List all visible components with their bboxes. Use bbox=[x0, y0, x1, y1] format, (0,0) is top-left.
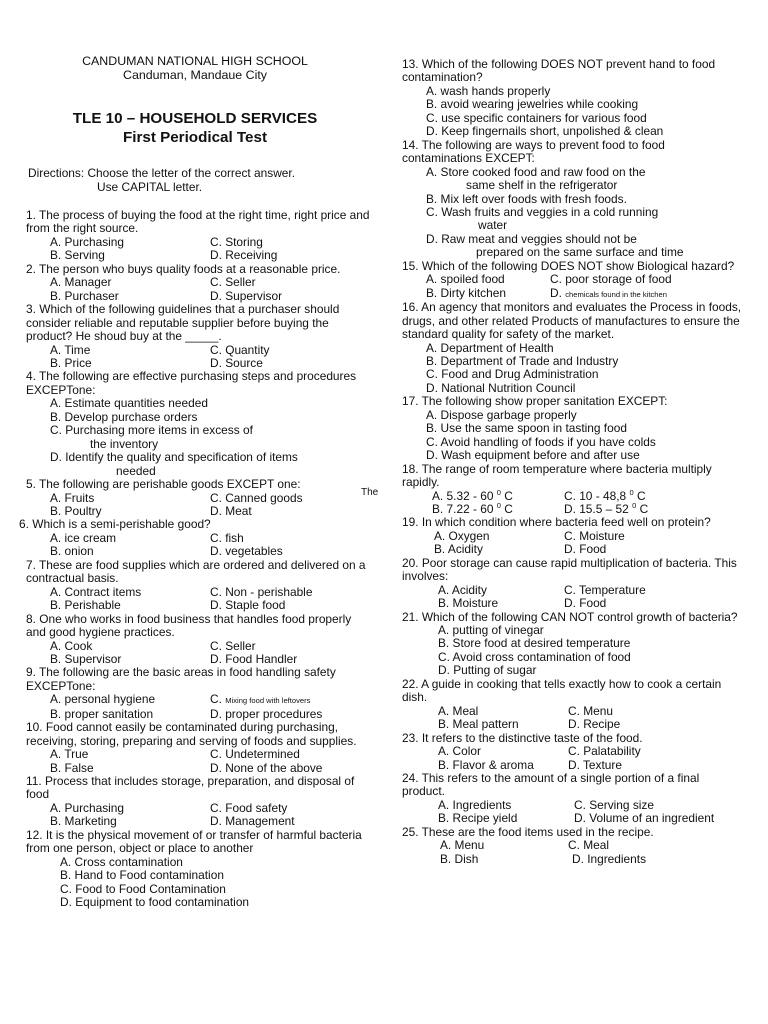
option-b: B. Price bbox=[50, 355, 92, 370]
option-text: C. 10 - 48,8 bbox=[564, 488, 627, 503]
question-13 bbox=[402, 58, 742, 139]
question-1 bbox=[26, 209, 374, 263]
question-12 bbox=[26, 829, 374, 910]
option-row bbox=[402, 853, 742, 866]
option-row bbox=[402, 530, 742, 543]
question-25 bbox=[402, 826, 742, 866]
option-a: A. Ingredients bbox=[438, 797, 512, 812]
option-row bbox=[26, 815, 374, 828]
question-stem: 17. The following show proper sanitation EXCEPT: bbox=[402, 394, 668, 409]
question-21 bbox=[402, 611, 742, 678]
option-b: B. Marketing bbox=[50, 814, 117, 829]
directions-line-2: Use CAPITAL letter. bbox=[97, 180, 203, 194]
question-19 bbox=[402, 516, 742, 556]
option-b: B. Supervisor bbox=[50, 651, 122, 666]
option-text: D. Raw meat and veggies should not be bbox=[426, 231, 637, 246]
option-c: C. Food safety bbox=[210, 800, 288, 815]
option-d: D. Staple food bbox=[210, 598, 286, 613]
option-a: A. Purchasing bbox=[50, 800, 125, 815]
option-d: D. Receiving bbox=[210, 248, 278, 263]
option-text: C. Purchasing more items in excess of bbox=[50, 423, 253, 438]
option-row bbox=[402, 839, 742, 852]
question-3 bbox=[26, 303, 374, 370]
option-text-cont: same shelf in the refrigerator bbox=[466, 178, 618, 193]
option-b: B. Poultry bbox=[50, 503, 102, 518]
question-stem: 19. In which condition where bacteria feed well on protein? bbox=[402, 515, 711, 530]
option-c: C. Seller bbox=[210, 638, 256, 653]
option-row bbox=[26, 492, 374, 505]
option-c: C. fish bbox=[210, 530, 244, 545]
option-c: C. Food to Food Contamination bbox=[60, 881, 226, 896]
question-11 bbox=[26, 775, 374, 829]
option-b: B. Flavor & aroma bbox=[438, 757, 534, 772]
question-5 bbox=[26, 478, 374, 518]
option-d: D. Recipe bbox=[568, 717, 621, 732]
option-letter: C. bbox=[210, 692, 226, 707]
option-text-cont: prepared on the same surface and time bbox=[476, 245, 684, 260]
option-text: chemicals found in the kitchen bbox=[565, 289, 667, 299]
question-22 bbox=[402, 678, 742, 732]
question-18 bbox=[402, 463, 742, 517]
option-row bbox=[26, 505, 374, 518]
option-a: A. Contract items bbox=[50, 584, 142, 599]
option-d bbox=[564, 500, 649, 516]
question-stem: 6. Which is a semi-perishable good? bbox=[19, 517, 211, 532]
option-a: A. Time bbox=[50, 342, 91, 357]
option-c: C. Avoid handling of foods if you have colds bbox=[426, 434, 656, 449]
option-a: A. Dispose garbage properly bbox=[426, 407, 577, 422]
option-text: A. 5.32 - 60 bbox=[432, 488, 494, 503]
option-d: D. Wash equipment before and after use bbox=[426, 448, 640, 463]
option-b: B. Recipe yield bbox=[438, 811, 518, 826]
option-d: D. proper procedures bbox=[210, 706, 323, 721]
option-unit: C bbox=[636, 488, 646, 503]
question-stem: 24. This refers to the amount of a single portion of a final product. bbox=[402, 771, 700, 799]
option-row bbox=[26, 748, 374, 761]
question-9 bbox=[26, 666, 374, 721]
option-d: D. Meat bbox=[210, 503, 252, 518]
option-d: D. Management bbox=[210, 814, 295, 829]
question-stem: 14. The following are ways to prevent food to food contaminations EXCEPT: bbox=[402, 137, 665, 166]
option-a: A. ice cream bbox=[50, 530, 117, 545]
option-d: D. Volume of an ingredient bbox=[574, 811, 715, 826]
option-a: A. Meal bbox=[438, 703, 479, 718]
option-c bbox=[402, 206, 742, 233]
option-letter: D. bbox=[550, 285, 566, 300]
option-b: B. Meal pattern bbox=[438, 717, 519, 732]
option-c: C. Temperature bbox=[564, 582, 646, 597]
question-stem: 18. The range of room temperature where bacteria multiply rapidly. bbox=[402, 461, 712, 490]
option-row bbox=[26, 276, 374, 289]
option-row bbox=[402, 759, 742, 772]
question-stem: 1. The process of buying the food at the right time, right price and from the right source. bbox=[26, 208, 370, 236]
option-c: C. Serving size bbox=[574, 797, 654, 812]
option-a: A. Estimate quantities needed bbox=[50, 396, 208, 411]
option-unit: C bbox=[504, 488, 513, 503]
question-stem: 22. A guide in cooking that tells exactly how to cook a certain dish. bbox=[402, 676, 722, 705]
question-stem: 2. The person who buys quality foods at a reasonable price. bbox=[26, 261, 341, 276]
degree-mark: 0 bbox=[496, 500, 501, 510]
option-c: C. Food and Drug Administration bbox=[426, 367, 599, 382]
option-row bbox=[402, 287, 742, 301]
question-17 bbox=[402, 395, 742, 462]
school-name bbox=[0, 54, 390, 82]
question-stem: 12. It is the physical movement of or transfer of harmful bacteria from one person, object or place to another bbox=[26, 827, 362, 856]
option-a: A. putting of vinegar bbox=[438, 623, 544, 638]
question-8 bbox=[26, 613, 374, 667]
option-row bbox=[26, 762, 374, 775]
option-c: C. Canned goods bbox=[210, 490, 303, 505]
option-text-cont: needed bbox=[116, 463, 156, 478]
option-b: B. Dish bbox=[440, 851, 479, 866]
question-stem: 11. Process that includes storage, preparation, and disposal of food bbox=[26, 774, 355, 802]
question-stem: 13. Which of the following DOES NOT prevent hand to food contamination? bbox=[402, 57, 716, 85]
option-row bbox=[26, 640, 374, 653]
question-stem: 20. Poor storage can cause rapid multiplication of bacteria. This involves: bbox=[402, 555, 737, 584]
degree-mark: 0 bbox=[629, 487, 634, 497]
option-c: C. Storing bbox=[210, 234, 263, 249]
option-row bbox=[402, 705, 742, 718]
option-a: A. Purchasing bbox=[50, 234, 125, 249]
option-row bbox=[26, 708, 374, 721]
option-text: A. Store cooked food and raw food on the bbox=[426, 164, 646, 179]
option-row bbox=[402, 584, 742, 597]
option-row bbox=[26, 290, 374, 303]
option-d: D. Equipment to food contamination bbox=[60, 895, 250, 910]
option-text: D. 15.5 – 52 bbox=[564, 501, 629, 516]
option-text: Mixing food with leftovers bbox=[225, 696, 311, 706]
option-text-cont: water bbox=[478, 218, 508, 233]
option-row bbox=[26, 344, 374, 357]
option-c bbox=[210, 693, 310, 707]
question-4 bbox=[26, 370, 374, 478]
option-text-cont: the inventory bbox=[90, 436, 159, 451]
right-column bbox=[402, 58, 742, 866]
option-b: B. Dirty kitchen bbox=[426, 285, 506, 300]
option-row bbox=[26, 653, 374, 666]
school-address: Canduman, Mandaue City bbox=[123, 68, 267, 82]
question-stem: 9. The following are the basic areas in food handling safety EXCEPTone: bbox=[26, 665, 336, 693]
option-row bbox=[402, 799, 742, 812]
option-b: B. avoid wearing jewelries while cooking bbox=[426, 97, 639, 112]
option-d: D. vegetables bbox=[210, 544, 283, 559]
option-a: A. Acidity bbox=[438, 582, 487, 597]
option-c: C. Meal bbox=[568, 838, 609, 853]
option-a: A. Cross contamination bbox=[60, 854, 183, 869]
option-d: D. Food bbox=[564, 542, 607, 557]
directions-line-1: Directions: Choose the letter of the correct answer. bbox=[28, 166, 296, 180]
question-14 bbox=[402, 139, 742, 260]
option-d: D. Food bbox=[564, 596, 607, 611]
question-23 bbox=[402, 732, 742, 772]
question-7 bbox=[26, 559, 374, 613]
question-stem: 16. An agency that monitors and evaluates the Process in foods, drugs, and other related Products of manufactures to ensure the standard quality for safety of the market. bbox=[402, 300, 742, 342]
option-a: A. Cook bbox=[50, 638, 93, 653]
question-stem: 23. It refers to the distinctive taste of the food. bbox=[402, 730, 643, 745]
option-d: D. None of the above bbox=[210, 760, 323, 775]
option-row bbox=[26, 249, 374, 262]
option-text: D. Identify the quality and specification of items bbox=[50, 450, 298, 465]
option-unit: C bbox=[639, 501, 649, 516]
question-16 bbox=[402, 301, 742, 395]
option-c: C. Non - perishable bbox=[210, 584, 313, 599]
option-a bbox=[402, 166, 742, 193]
option-row bbox=[26, 693, 374, 707]
question-stem: 25. These are the food items used in the recipe. bbox=[402, 824, 654, 839]
option-d: D. Source bbox=[210, 355, 263, 370]
option-d: D. Supervisor bbox=[210, 288, 283, 303]
option-c: C. poor storage of food bbox=[550, 272, 672, 287]
option-row bbox=[26, 236, 374, 249]
question-stem: 8. One who works in food business that handles food properly and good hygiene practices. bbox=[26, 611, 352, 640]
question-15 bbox=[402, 260, 742, 301]
option-b: B. Department of Trade and Industry bbox=[426, 353, 619, 368]
option-c: C. Palatability bbox=[568, 744, 641, 759]
option-a: A. Fruits bbox=[50, 490, 95, 505]
option-a: A. Color bbox=[438, 744, 481, 759]
option-c: C. Menu bbox=[568, 703, 613, 718]
option-b: B. False bbox=[50, 760, 94, 775]
option-a: A. personal hygiene bbox=[50, 692, 156, 707]
option-d: D. Putting of sugar bbox=[438, 663, 537, 678]
option-a: A. Menu bbox=[440, 838, 485, 853]
option-b: B. Mix left over foods with fresh foods. bbox=[426, 191, 627, 206]
option-unit: C bbox=[504, 501, 513, 516]
question-6 bbox=[19, 518, 374, 558]
question-stem: 21. Which of the following CAN NOT control growth of bacteria? bbox=[402, 609, 738, 624]
option-b: B. Hand to Food contamination bbox=[60, 868, 224, 883]
option-b: B. proper sanitation bbox=[50, 706, 154, 721]
option-a: A. spoiled food bbox=[426, 272, 505, 287]
option-b: B. Perishable bbox=[50, 598, 121, 613]
question-stem: 4. The following are effective purchasing steps and procedures EXCEPTone: bbox=[26, 369, 357, 397]
option-c: C. Seller bbox=[210, 275, 256, 290]
option-c: C. Quantity bbox=[210, 342, 270, 357]
option-a: A. Oxygen bbox=[434, 528, 490, 543]
option-b: B. Purchaser bbox=[50, 288, 119, 303]
option-b: B. onion bbox=[50, 544, 94, 559]
option-row bbox=[402, 543, 742, 556]
option-d: D. Keep fingernails short, unpolished & clean bbox=[426, 124, 664, 139]
question-10 bbox=[26, 721, 374, 775]
option-c: C. Avoid cross contamination of food bbox=[438, 649, 631, 664]
option-c bbox=[26, 424, 374, 451]
question-stem: 5. The following are perishable goods EXCEPT one: bbox=[26, 477, 301, 492]
option-b: B. Develop purchase orders bbox=[50, 409, 198, 424]
option-d: D. Food Handler bbox=[210, 651, 298, 666]
option-row bbox=[402, 745, 742, 758]
option-row bbox=[402, 273, 742, 286]
option-d: D. Texture bbox=[568, 757, 622, 772]
directions bbox=[28, 166, 368, 194]
question-stem: 15. Which of the following DOES NOT show Biological hazard? bbox=[402, 258, 735, 273]
stray-text: The bbox=[361, 487, 379, 498]
option-row bbox=[402, 812, 742, 825]
option-row bbox=[26, 599, 374, 612]
option-a: A. Manager bbox=[50, 275, 112, 290]
option-row bbox=[19, 532, 374, 545]
option-c: C. Undetermined bbox=[210, 747, 300, 762]
option-text: C. Wash fruits and veggies in a cold running bbox=[426, 204, 659, 219]
option-text: B. 7.22 - 60 bbox=[432, 501, 494, 516]
option-row bbox=[26, 802, 374, 815]
degree-mark: 0 bbox=[632, 500, 637, 510]
option-row bbox=[402, 500, 742, 516]
left-column bbox=[19, 208, 374, 910]
option-c: C. Moisture bbox=[564, 528, 625, 543]
question-20 bbox=[402, 557, 742, 611]
option-b: B. Use the same spoon in tasting food bbox=[426, 421, 627, 436]
question-2 bbox=[26, 263, 374, 303]
question-stem: 10. Food cannot easily be contaminated during purchasing, receiving, storing, preparing and serving of foods and supplies. bbox=[26, 720, 357, 748]
school-name-line: CANDUMAN NATIONAL HIGH SCHOOL bbox=[82, 54, 308, 68]
option-row bbox=[402, 718, 742, 731]
option-row bbox=[26, 586, 374, 599]
option-row bbox=[26, 357, 374, 370]
option-d bbox=[26, 451, 374, 478]
option-row bbox=[402, 597, 742, 610]
question-stem: 3. Which of the following guidelines that a purchaser should consider reliable and reputable supplier before buying the product? He shoud buy at the _____. bbox=[26, 302, 340, 344]
degree-mark: 0 bbox=[496, 487, 501, 497]
option-a: A. wash hands properly bbox=[426, 83, 551, 98]
question-24 bbox=[402, 772, 742, 826]
exam-name: First Periodical Test bbox=[122, 129, 268, 146]
option-d: D. National Nutrition Council bbox=[426, 380, 576, 395]
option-a: A. True bbox=[50, 747, 89, 762]
option-d bbox=[550, 287, 667, 301]
option-b bbox=[432, 500, 564, 516]
option-b: B. Store food at desired temperature bbox=[438, 636, 631, 651]
option-d: D. Ingredients bbox=[572, 851, 647, 866]
option-b: B. Moisture bbox=[438, 596, 499, 611]
option-b: B. Serving bbox=[50, 248, 105, 263]
option-a: A. Department of Health bbox=[426, 340, 554, 355]
exam-title bbox=[0, 109, 390, 147]
option-d bbox=[402, 233, 742, 260]
option-row bbox=[19, 545, 374, 558]
question-stem: 7. These are food supplies which are ordered and delivered on a contractual basis. bbox=[26, 557, 366, 586]
option-c: C. use specific containers for various food bbox=[426, 110, 647, 125]
exam-subject: TLE 10 – HOUSEHOLD SERVICES bbox=[72, 110, 318, 127]
option-row bbox=[402, 487, 742, 503]
option-b: B. Acidity bbox=[434, 542, 483, 557]
